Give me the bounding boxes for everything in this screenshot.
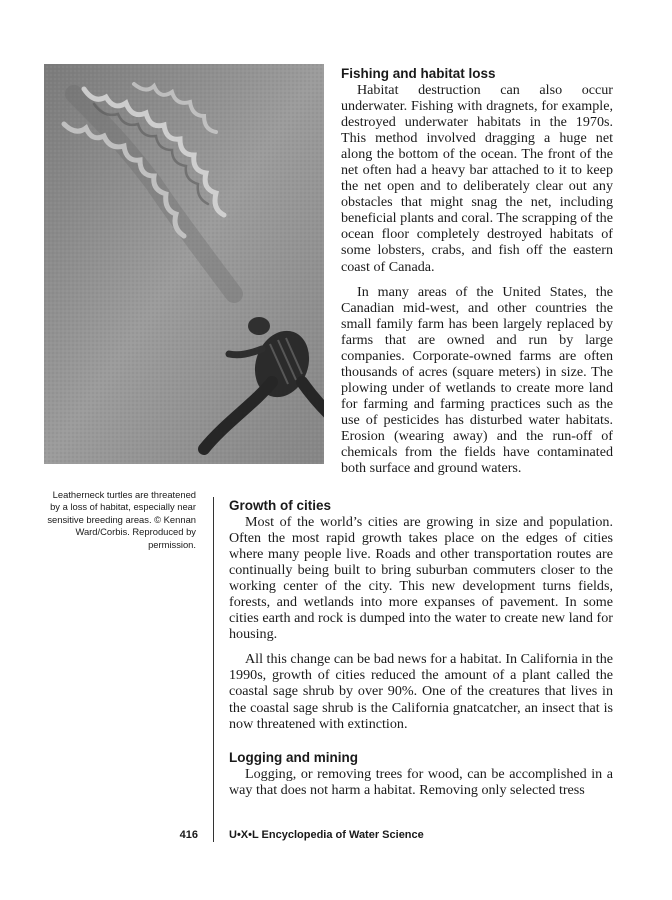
section-heading-cities: Growth of cities — [229, 498, 332, 513]
paragraph: In many areas of the United States, the Canadian mid-west, and other countries the small family farm has been largely replaced by farms that are owned and run by large companies. Corporate-owned farms are often thousands of acres (square meters) in size. The plowing under of wetlands to create more land for farming and farming practices such as the use of pesticides has disturbed water habitats. Erosion (wearing away) and the run-off of chemicals from the fields have contaminated both surface and ground waters. — [341, 283, 613, 477]
section-heading-fishing: Fishing and habitat loss — [341, 66, 496, 81]
photo-caption: Leatherneck turtles are threatened by a loss of habitat, especially near sensitive breeding areas. © Kennan Ward/Corbis. Reproduced by permission. — [47, 489, 196, 550]
page-number: 416 — [179, 829, 198, 841]
leatherback-turtle-hatchling-on-sand-photo-icon — [44, 64, 324, 464]
paragraph: Habitat destruction can also occur underwater. Fishing with dragnets, for example, destroyed underwater habitats in the 1970s. This method involved dragging a huge net along the bottom of the ocean. The front of the net often had a heavy bar attached to it to keep the net open and to deliberately clear out any obstacles that might snag the net, including beneficial plants and coral. The scrapping of the ocean floor completely destroyed habitats of some lobsters, crabs, and fish off the eastern coast of Canada. — [341, 82, 613, 275]
turtle-photo — [44, 64, 324, 464]
section-heading-logging: Logging and mining — [229, 749, 358, 765]
book-title: U•X•L Encyclopedia of Water Science — [229, 829, 424, 841]
column-divider — [213, 497, 214, 842]
paragraph: Logging, or removing trees for wood, can be accomplished in a way that does not harm a habitat. Removing only selected tress — [229, 765, 613, 798]
right-column — [341, 65, 613, 476]
paragraph: Most of the world’s cities are growing in size and population. Often the most rapid growth takes place on the edges of cities where many people live. Roads and other transportation routes are continually being built to bring suburban commuters closer to the working center of the city. This new development turns fields, forests, and wetlands into more expanses of pavement. In some cities earth and rock is dumped into the water to create new land for housing. — [229, 514, 613, 643]
main-column — [229, 497, 613, 798]
paragraph: All this change can be bad news for a habitat. In California in the 1990s, growth of cities reduced the amount of a plant called the coastal sage shrub by over 90%. One of the creatures that lives in the coastal sage shrub is the California gnatcatcher, an insect that is now threatened with extinction. — [229, 651, 613, 732]
